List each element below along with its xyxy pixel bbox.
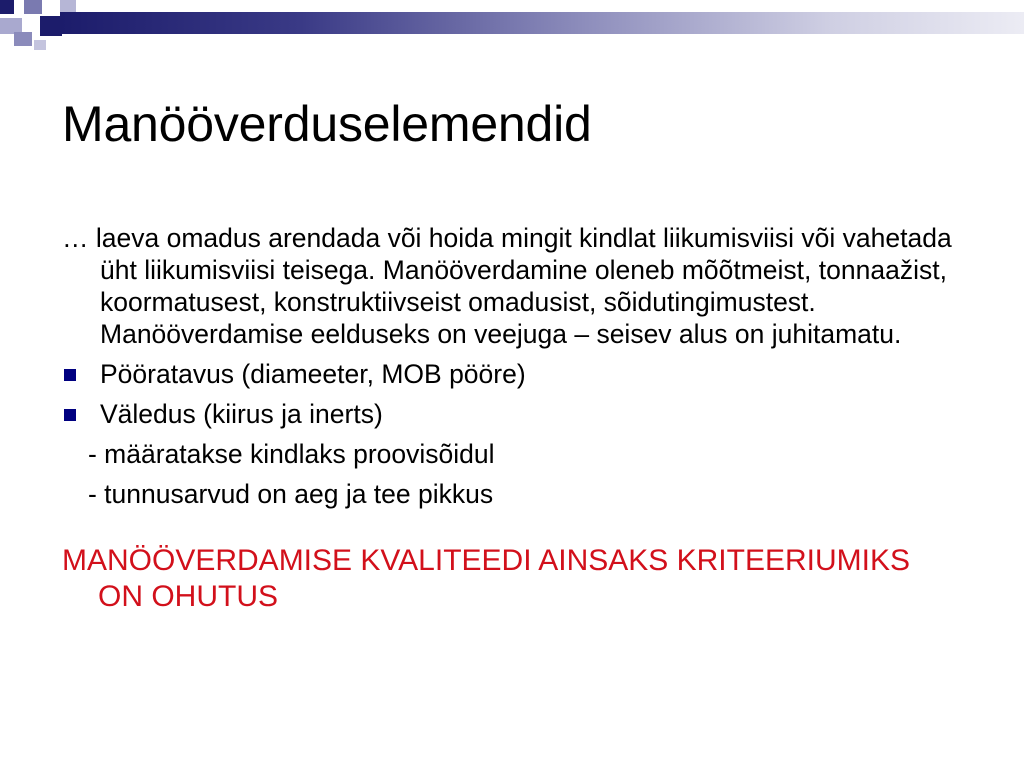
sub-item: - määratakse kindlaks proovisõidul [88,439,495,469]
sub-item: - tunnusarvud on aeg ja tee pikkus [88,479,494,509]
emphasis-statement: MANÖÖVERDAMISE KVALITEEDI AINSAKS KRITEERIUMIKS ON OHUTUS [62,544,910,613]
decor-square [40,16,62,36]
intro-paragraph: … laeva omadus arendada või hoida mingit kindlat liikumisviisi või vahetada üht liikumisviisi teisega. Manööverdamine oleneb mõõtmeist, tonnaažist, koormatusest, konstruktiivseist omadusist, sõidutingimustest. Manööverdamise eelduseks on veejuga – seisev alus on juhitamatu. [62,223,952,349]
slide-title: Manööverduselemendid [62,96,592,152]
decor-square [24,0,42,14]
square-bullet-icon [64,409,76,421]
decor-square [34,40,46,50]
slide-content [62,222,962,615]
bullet-text: Väledus (kiirus ja inerts) [100,399,383,429]
bullet-text: Pööratavus (diameeter, MOB pööre) [100,359,526,389]
bullet-item [62,398,962,430]
header-bar [60,12,1024,34]
bullet-item [62,358,962,390]
square-bullet-icon [64,369,76,381]
decor-square [14,32,32,46]
decor-square [0,0,14,14]
decor-square [60,0,76,12]
